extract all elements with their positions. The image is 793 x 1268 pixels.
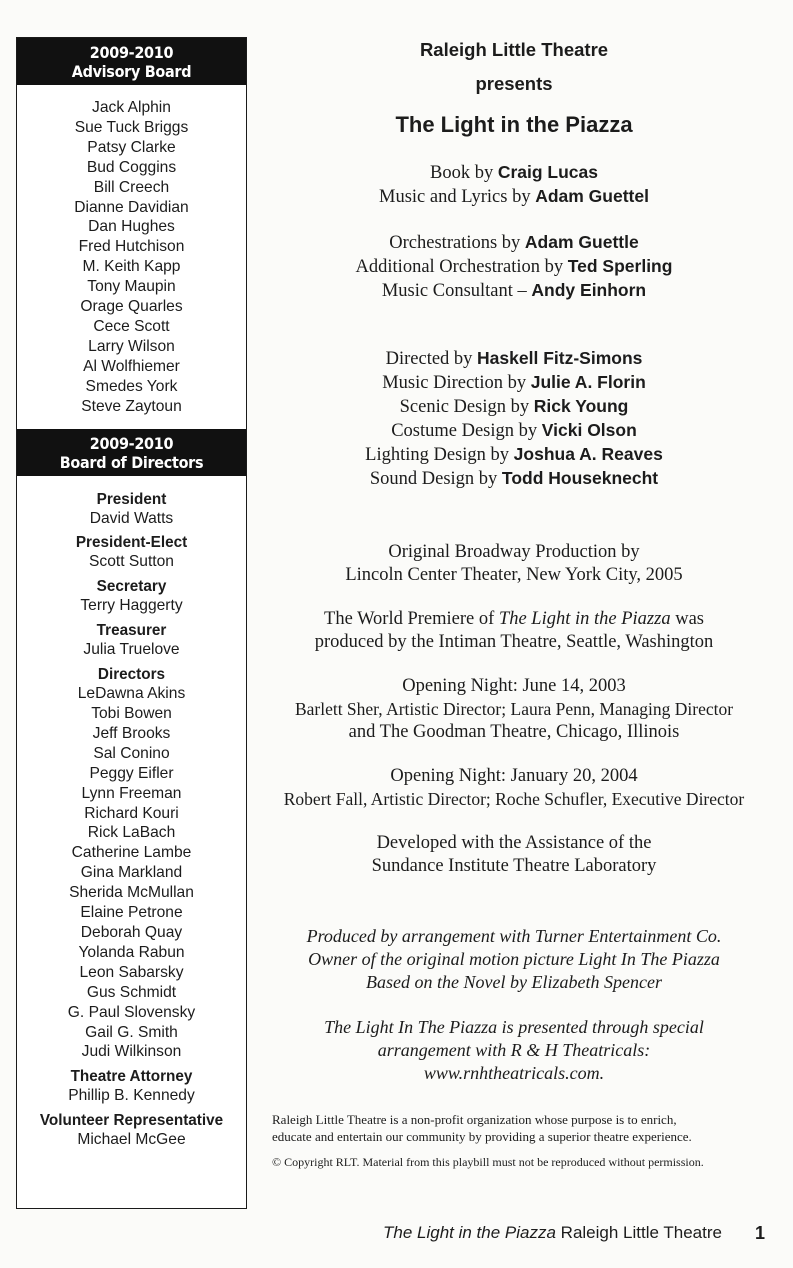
credit-line <box>264 419 764 443</box>
list-item: Smedes York <box>85 377 178 395</box>
credit-person: Adam Guettel <box>535 186 649 206</box>
list-item: Dan Hughes <box>88 218 175 236</box>
role-name: Terry Haggerty <box>80 597 183 615</box>
role-name: David Watts <box>89 509 174 527</box>
role-title: President <box>96 490 167 508</box>
credit-role: Lighting Design by <box>365 445 514 465</box>
developed-line: Sundance Institute Theatre Laboratory <box>371 856 657 876</box>
board-of-directors <box>17 476 246 1151</box>
opening-line: and The Goodman Theatre, Chicago, Illinois <box>348 722 680 742</box>
list-item: Leon Sabarsky <box>79 963 184 981</box>
credit-person: Andy Einhorn <box>531 280 647 300</box>
directors-board-title: Board of Directors <box>59 452 204 472</box>
credit-role: Music Consultant – <box>381 281 532 301</box>
advisory-board-list <box>17 85 246 429</box>
list-item: Sherida McMullan <box>69 884 194 902</box>
premiere-post: was <box>670 609 704 629</box>
credit-line <box>264 371 764 395</box>
nonprofit-statement <box>264 1111 764 1145</box>
show-title: The Light in the Piazza <box>395 112 633 137</box>
opening-night-2003 <box>264 675 764 744</box>
credit-person: Julie A. Florin <box>530 372 646 392</box>
developed-line: Developed with the Assistance of the <box>376 833 652 853</box>
advisory-board-year: 2009-2010 <box>89 43 174 62</box>
secretary-group <box>17 577 246 616</box>
list-item: Deborah Quay <box>80 924 183 941</box>
list-item: Tobi Bowen <box>91 705 172 723</box>
sidebar-panel <box>16 37 247 1209</box>
credit-role: Additional Orchestration by <box>355 257 568 277</box>
credit-role: Sound Design by <box>369 469 502 489</box>
list-item: Elaine Petrone <box>80 904 183 922</box>
credit-person: Adam Guettle <box>524 232 639 252</box>
credits-creative-team <box>264 347 764 491</box>
credit-person: Rick Young <box>533 396 629 416</box>
role-name: Julia Truelove <box>83 641 180 659</box>
president-elect-group <box>17 533 246 572</box>
treasurer-group <box>17 621 246 660</box>
broadway-line: Lincoln Center Theater, New York City, 2005 <box>345 565 683 585</box>
role-title: Treasurer <box>96 622 167 640</box>
presenter-name: Raleigh Little Theatre <box>419 39 609 60</box>
opening-line: Opening Night: June 14, 2003 <box>402 676 626 696</box>
credit-role: Music and Lyrics by <box>379 187 536 207</box>
credit-line <box>264 255 764 279</box>
list-item: Jeff Brooks <box>92 724 171 742</box>
developed-credit <box>264 832 764 878</box>
footer-org: Raleigh Little Theatre <box>555 1223 722 1242</box>
presents-label: presents <box>475 73 553 94</box>
premiere-credit <box>264 608 764 654</box>
directors-board-year: 2009-2010 <box>89 433 174 453</box>
list-item: LeDawna Akins <box>77 685 186 703</box>
list-item: Richard Kouri <box>84 804 179 822</box>
list-item: Bud Coggins <box>86 158 177 176</box>
list-item: G. Paul Slovensky <box>67 1003 196 1021</box>
credit-person: Vicki Olson <box>541 420 637 440</box>
credit-role: Book by <box>429 163 498 183</box>
credit-line <box>264 185 764 209</box>
credit-line <box>264 467 764 491</box>
credits-authors <box>264 161 764 209</box>
credit-line <box>264 231 764 255</box>
directors-list <box>17 684 246 1062</box>
directors-board-header <box>17 429 246 476</box>
opening-night-2004 <box>264 765 764 811</box>
credit-line <box>264 161 764 185</box>
page-number: 1 <box>754 1223 765 1243</box>
credit-line <box>264 279 764 303</box>
list-item: Yolanda Rabun <box>78 943 185 961</box>
directors-group <box>17 665 246 1062</box>
nonprofit-line: educate and entertain our community by providing a superior theatre experience. <box>272 1129 692 1144</box>
credit-person: Craig Lucas <box>497 162 599 182</box>
list-item: Jack Alphin <box>92 99 171 116</box>
opening-line: Opening Night: January 20, 2004 <box>390 766 638 786</box>
role-name: Michael McGee <box>77 1131 186 1149</box>
opening-line: Barlett Sher, Artistic Director; Laura Penn, Managing Director <box>294 699 734 719</box>
list-item: Peggy Eifler <box>89 764 174 782</box>
list-item: Catherine Lambe <box>71 844 192 862</box>
list-item: Patsy Clarke <box>87 138 176 156</box>
list-item: Gus Schmidt <box>86 983 177 1001</box>
list-item: M. Keith Kapp <box>82 258 181 276</box>
main-content <box>264 38 764 1171</box>
role-title: Secretary <box>96 578 167 596</box>
rh-notice <box>264 1016 764 1085</box>
role-name: Phillip B. Kennedy <box>68 1087 195 1105</box>
list-item: Cece Scott <box>93 317 170 335</box>
role-title: Directors <box>97 666 166 684</box>
premiere-pre: The World Premiere of <box>324 609 499 629</box>
list-item: Bill Creech <box>93 178 170 196</box>
list-item: Dianne Davidian <box>74 198 189 216</box>
credit-role: Costume Design by <box>391 421 542 441</box>
list-item: Steve Zaytoun <box>81 397 182 415</box>
broadway-line: Original Broadway Production by <box>388 542 640 562</box>
list-item: Sue Tuck Briggs <box>74 118 189 136</box>
credit-person: Todd Houseknecht <box>501 468 659 488</box>
role-title: Theatre Attorney <box>70 1068 193 1086</box>
copyright-notice: © Copyright RLT. Material from this playbill must not be reproduced without permission. <box>272 1155 704 1169</box>
role-title: President-Elect <box>75 534 188 552</box>
role-title: Volunteer Representative <box>39 1112 224 1130</box>
credit-line <box>264 347 764 371</box>
premiere-title: The Light in the Piazza <box>498 609 671 629</box>
credit-role: Directed by <box>385 349 478 369</box>
page-footer <box>383 1222 773 1244</box>
nonprofit-line: Raleigh Little Theatre is a non-profit organization whose purpose is to enrich, <box>272 1112 677 1127</box>
credits-orchestration <box>264 231 764 303</box>
credit-line <box>264 395 764 419</box>
list-item: Rick LaBach <box>87 824 176 842</box>
arrangement-line: Produced by arrangement with Turner Entertainment Co. <box>306 926 722 946</box>
volunteer-group <box>17 1111 246 1150</box>
broadway-credit <box>264 541 764 587</box>
role-name: Scott Sutton <box>89 553 174 571</box>
rh-line: www.rnhtheatricals.com. <box>423 1063 605 1083</box>
credit-person: Joshua A. Reaves <box>513 444 663 464</box>
list-item: Larry Wilson <box>88 337 175 355</box>
premiere-line <box>264 608 764 631</box>
footer-show-title: The Light in the Piazza <box>383 1223 556 1242</box>
credit-person: Haskell Fitz-Simons <box>477 348 643 368</box>
attorney-group <box>17 1067 246 1106</box>
rh-line: The Light In The Piazza is presented through special <box>324 1017 704 1037</box>
credit-line <box>264 443 764 467</box>
arrangement-line: Owner of the original motion picture Light In The Piazza <box>308 949 720 969</box>
list-item: Sal Conino <box>93 744 170 762</box>
list-item: Lynn Freeman <box>81 784 182 802</box>
credit-role: Music Direction by <box>382 373 531 393</box>
list-item: Al Wolfhiemer <box>83 357 180 375</box>
advisory-board-title: Advisory Board <box>71 62 192 81</box>
credit-person: Ted Sperling <box>567 256 673 276</box>
arrangement-notice <box>264 925 764 994</box>
credit-role: Scenic Design by <box>399 397 534 417</box>
list-item: Orage Quarles <box>80 298 183 316</box>
advisory-board-header <box>17 38 246 85</box>
list-item: Fred Hutchison <box>78 238 185 256</box>
opening-line: Robert Fall, Artistic Director; Roche Schufler, Executive Director <box>283 789 745 809</box>
list-item: Judi Wilkinson <box>81 1043 182 1061</box>
president-group <box>17 490 246 529</box>
credit-role: Orchestrations by <box>389 233 525 253</box>
premiere-line: produced by the Intiman Theatre, Seattle, Washington <box>314 632 714 652</box>
list-item: Gail G. Smith <box>85 1023 178 1041</box>
rh-line: arrangement with R & H Theatricals: <box>377 1040 651 1060</box>
list-item: Gina Markland <box>80 864 183 882</box>
list-item: Tony Maupin <box>87 278 176 296</box>
arrangement-line: Based on the Novel by Elizabeth Spencer <box>366 972 662 992</box>
